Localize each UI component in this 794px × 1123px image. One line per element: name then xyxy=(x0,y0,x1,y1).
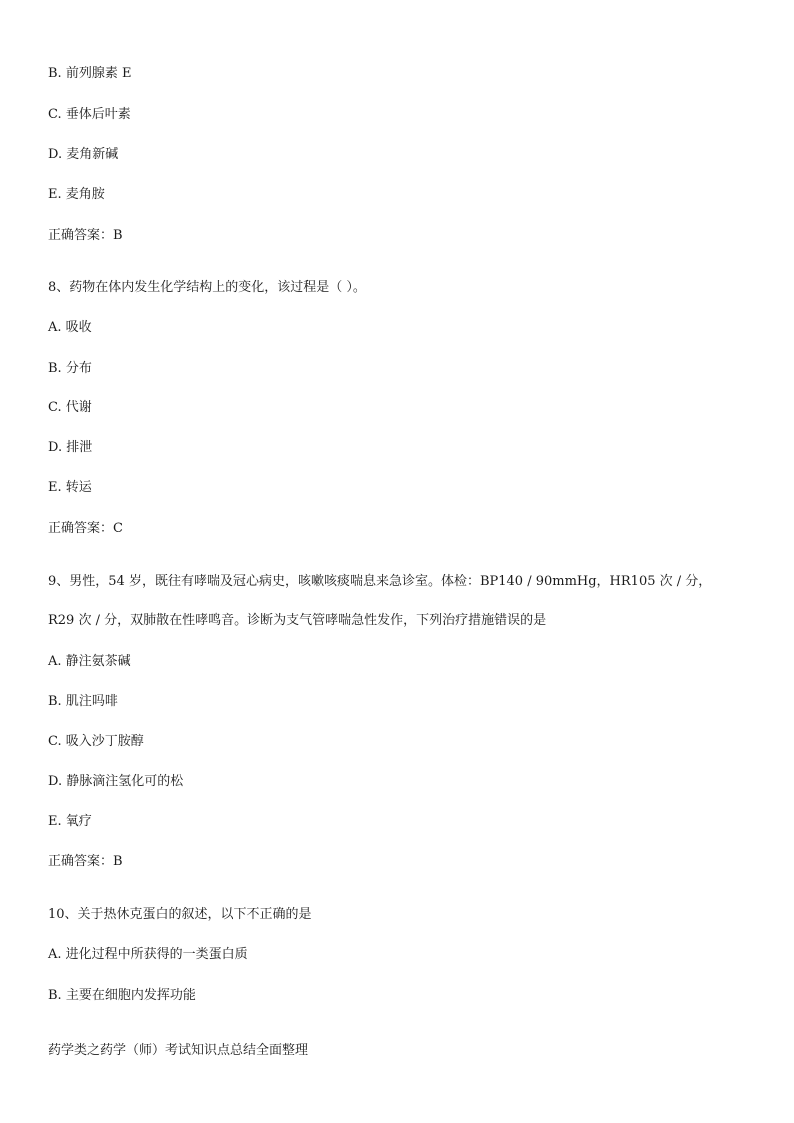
option-b: B. 前列腺素 E xyxy=(48,66,132,81)
q9-option-b: B. 肌注吗啡 xyxy=(48,694,118,709)
q9-answer: 正确答案：B xyxy=(48,854,123,869)
q8-option-b: B. 分布 xyxy=(48,361,92,376)
question-9-stem-line1: 9、男性，54 岁，既往有哮喘及冠心病史，咳嗽咳痰喘息来急诊室。体检：BP140 / 90mmHg，HR105 次 / 分， xyxy=(48,574,712,589)
option-c: C. 垂体后叶素 xyxy=(48,107,131,122)
page-footer-title: 药学类之药学（师）考试知识点总结全面整理 xyxy=(48,1043,309,1058)
option-d: D. 麦角新碱 xyxy=(48,147,119,162)
q10-option-b: B. 主要在细胞内发挥功能 xyxy=(48,988,196,1003)
question-8-stem: 8、药物在体内发生化学结构上的变化，该过程是（ ）。 xyxy=(48,280,366,295)
answer: 正确答案：B xyxy=(48,228,123,243)
q9-option-c: C. 吸入沙丁胺醇 xyxy=(48,734,144,749)
q10-option-a: A. 进化过程中所获得的一类蛋白质 xyxy=(48,947,248,962)
option-e: E. 麦角胺 xyxy=(48,187,105,202)
q8-option-a: A. 吸收 xyxy=(48,320,92,335)
q8-answer: 正确答案：C xyxy=(48,521,123,536)
question-9-stem-line2: R29 次 / 分，双肺散在性哮鸣音。诊断为支气管哮喘急性发作，下列治疗措施错误的是 xyxy=(48,613,547,628)
q8-option-d: D. 排泄 xyxy=(48,440,93,455)
q9-option-e: E. 氧疗 xyxy=(48,814,92,829)
question-10-stem: 10、关于热休克蛋白的叙述，以下不正确的是 xyxy=(48,907,312,922)
q8-option-c: C. 代谢 xyxy=(48,400,92,415)
q9-option-a: A. 静注氨茶碱 xyxy=(48,654,131,669)
q8-option-e: E. 转运 xyxy=(48,480,92,495)
q9-option-d: D. 静脉滴注氢化可的松 xyxy=(48,774,184,789)
